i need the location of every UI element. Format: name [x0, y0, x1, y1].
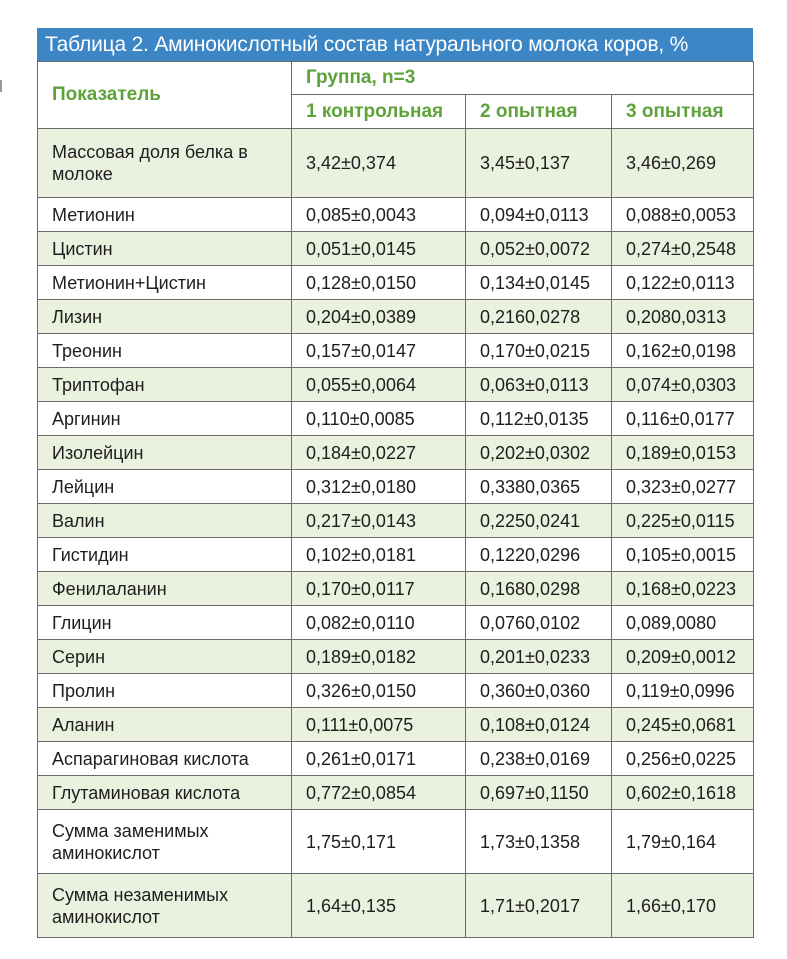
value-cell-group-2: 0,2250,0241	[466, 504, 612, 538]
row-indicator-cell: Глицин	[38, 606, 292, 640]
table-row	[38, 436, 754, 470]
table-row	[38, 129, 754, 198]
table-row	[38, 606, 754, 640]
value-cell-group-2: 0,1680,0298	[466, 572, 612, 606]
value-cell-group-2: 3,45±0,137	[466, 129, 612, 198]
value-cell-group-2: 0,112±0,0135	[466, 402, 612, 436]
value-cell-group-1: 0,051±0,0145	[292, 232, 466, 266]
row-indicator-cell: Треонин	[38, 334, 292, 368]
table-row	[38, 334, 754, 368]
value-cell-group-2: 0,360±0,0360	[466, 674, 612, 708]
value-cell-group-3: 0,119±0,0996	[612, 674, 754, 708]
value-cell-group-3: 1,79±0,164	[612, 810, 754, 874]
row-indicator-cell: Гистидин	[38, 538, 292, 572]
value-cell-group-1: 0,261±0,0171	[292, 742, 466, 776]
value-cell-group-2: 0,170±0,0215	[466, 334, 612, 368]
value-cell-group-2: 0,2160,0278	[466, 300, 612, 334]
table-row	[38, 402, 754, 436]
table-body	[38, 129, 754, 938]
value-cell-group-2: 1,73±0,1358	[466, 810, 612, 874]
row-indicator-cell: Глутаминовая кислота	[38, 776, 292, 810]
row-indicator-cell: Валин	[38, 504, 292, 538]
value-cell-group-1: 0,326±0,0150	[292, 674, 466, 708]
row-indicator-cell: Фенилаланин	[38, 572, 292, 606]
column-header-control: 1 контрольная	[292, 95, 466, 129]
value-cell-group-2: 0,134±0,0145	[466, 266, 612, 300]
value-cell-group-1: 0,157±0,0147	[292, 334, 466, 368]
table-row	[38, 232, 754, 266]
table-row	[38, 874, 754, 938]
table-row	[38, 504, 754, 538]
table-row	[38, 368, 754, 402]
value-cell-group-1: 0,170±0,0117	[292, 572, 466, 606]
row-indicator-cell: Метионин	[38, 198, 292, 232]
value-cell-group-2: 0,063±0,0113	[466, 368, 612, 402]
value-cell-group-3: 0,122±0,0113	[612, 266, 754, 300]
value-cell-group-3: 0,088±0,0053	[612, 198, 754, 232]
table-row	[38, 640, 754, 674]
table-row	[38, 470, 754, 504]
row-indicator-cell: Лейцин	[38, 470, 292, 504]
value-cell-group-3: 0,209±0,0012	[612, 640, 754, 674]
row-indicator-cell: Аргинин	[38, 402, 292, 436]
value-cell-group-1: 0,204±0,0389	[292, 300, 466, 334]
value-cell-group-1: 1,75±0,171	[292, 810, 466, 874]
column-header-experimental-2: 2 опытная	[466, 95, 612, 129]
value-cell-group-3: 0,074±0,0303	[612, 368, 754, 402]
table-row	[38, 708, 754, 742]
row-indicator-cell: Аспарагиновая кислота	[38, 742, 292, 776]
value-cell-group-3: 0,225±0,0115	[612, 504, 754, 538]
value-cell-group-2: 0,697±0,1150	[466, 776, 612, 810]
row-indicator-cell: Серин	[38, 640, 292, 674]
value-cell-group-1: 0,128±0,0150	[292, 266, 466, 300]
value-cell-group-3: 0,274±0,2548	[612, 232, 754, 266]
row-indicator-cell: Сумма заменимых аминокислот	[38, 810, 292, 874]
value-cell-group-2: 0,094±0,0113	[466, 198, 612, 232]
group-header: Группа, n=3	[292, 62, 754, 95]
value-cell-group-2: 0,1220,0296	[466, 538, 612, 572]
value-cell-group-1: 0,110±0,0085	[292, 402, 466, 436]
value-cell-group-3: 0,162±0,0198	[612, 334, 754, 368]
indicator-header: Показатель	[38, 62, 292, 129]
value-cell-group-3: 0,602±0,1618	[612, 776, 754, 810]
value-cell-group-3: 1,66±0,170	[612, 874, 754, 938]
value-cell-group-1: 3,42±0,374	[292, 129, 466, 198]
table-row	[38, 538, 754, 572]
value-cell-group-3: 0,116±0,0177	[612, 402, 754, 436]
value-cell-group-3: 3,46±0,269	[612, 129, 754, 198]
value-cell-group-2: 0,052±0,0072	[466, 232, 612, 266]
row-indicator-cell: Сумма незаменимых аминокислот	[38, 874, 292, 938]
page-edge-mark	[0, 80, 2, 92]
value-cell-group-1: 0,217±0,0143	[292, 504, 466, 538]
value-cell-group-1: 0,312±0,0180	[292, 470, 466, 504]
value-cell-group-3: 0,168±0,0223	[612, 572, 754, 606]
value-cell-group-2: 0,202±0,0302	[466, 436, 612, 470]
table-row	[38, 300, 754, 334]
value-cell-group-3: 0,189±0,0153	[612, 436, 754, 470]
table-row	[38, 674, 754, 708]
header-row-group	[38, 62, 754, 95]
value-cell-group-3: 0,323±0,0277	[612, 470, 754, 504]
row-indicator-cell: Изолейцин	[38, 436, 292, 470]
value-cell-group-3: 0,245±0,0681	[612, 708, 754, 742]
value-cell-group-1: 0,189±0,0182	[292, 640, 466, 674]
row-indicator-cell: Триптофан	[38, 368, 292, 402]
table-row	[38, 776, 754, 810]
value-cell-group-1: 0,772±0,0854	[292, 776, 466, 810]
value-cell-group-3: 0,105±0,0015	[612, 538, 754, 572]
row-indicator-cell: Пролин	[38, 674, 292, 708]
value-cell-group-2: 1,71±0,2017	[466, 874, 612, 938]
value-cell-group-1: 1,64±0,135	[292, 874, 466, 938]
amino-acid-table	[37, 61, 754, 938]
table-row	[38, 742, 754, 776]
table-title: Таблица 2. Аминокислотный состав натурального молока коров, %	[37, 28, 753, 61]
row-indicator-cell: Аланин	[38, 708, 292, 742]
value-cell-group-1: 0,184±0,0227	[292, 436, 466, 470]
value-cell-group-2: 0,0760,0102	[466, 606, 612, 640]
table-row	[38, 810, 754, 874]
value-cell-group-1: 0,055±0,0064	[292, 368, 466, 402]
table-row	[38, 198, 754, 232]
row-indicator-cell: Массовая доля белка в молоке	[38, 129, 292, 198]
value-cell-group-2: 0,3380,0365	[466, 470, 612, 504]
value-cell-group-1: 0,085±0,0043	[292, 198, 466, 232]
value-cell-group-1: 0,082±0,0110	[292, 606, 466, 640]
column-header-experimental-3: 3 опытная	[612, 95, 754, 129]
value-cell-group-1: 0,111±0,0075	[292, 708, 466, 742]
value-cell-group-3: 0,2080,0313	[612, 300, 754, 334]
row-indicator-cell: Метионин+Цистин	[38, 266, 292, 300]
row-indicator-cell: Цистин	[38, 232, 292, 266]
value-cell-group-2: 0,108±0,0124	[466, 708, 612, 742]
value-cell-group-3: 0,256±0,0225	[612, 742, 754, 776]
table-row	[38, 572, 754, 606]
value-cell-group-2: 0,201±0,0233	[466, 640, 612, 674]
table-row	[38, 266, 754, 300]
value-cell-group-2: 0,238±0,0169	[466, 742, 612, 776]
value-cell-group-1: 0,102±0,0181	[292, 538, 466, 572]
value-cell-group-3: 0,089,0080	[612, 606, 754, 640]
row-indicator-cell: Лизин	[38, 300, 292, 334]
